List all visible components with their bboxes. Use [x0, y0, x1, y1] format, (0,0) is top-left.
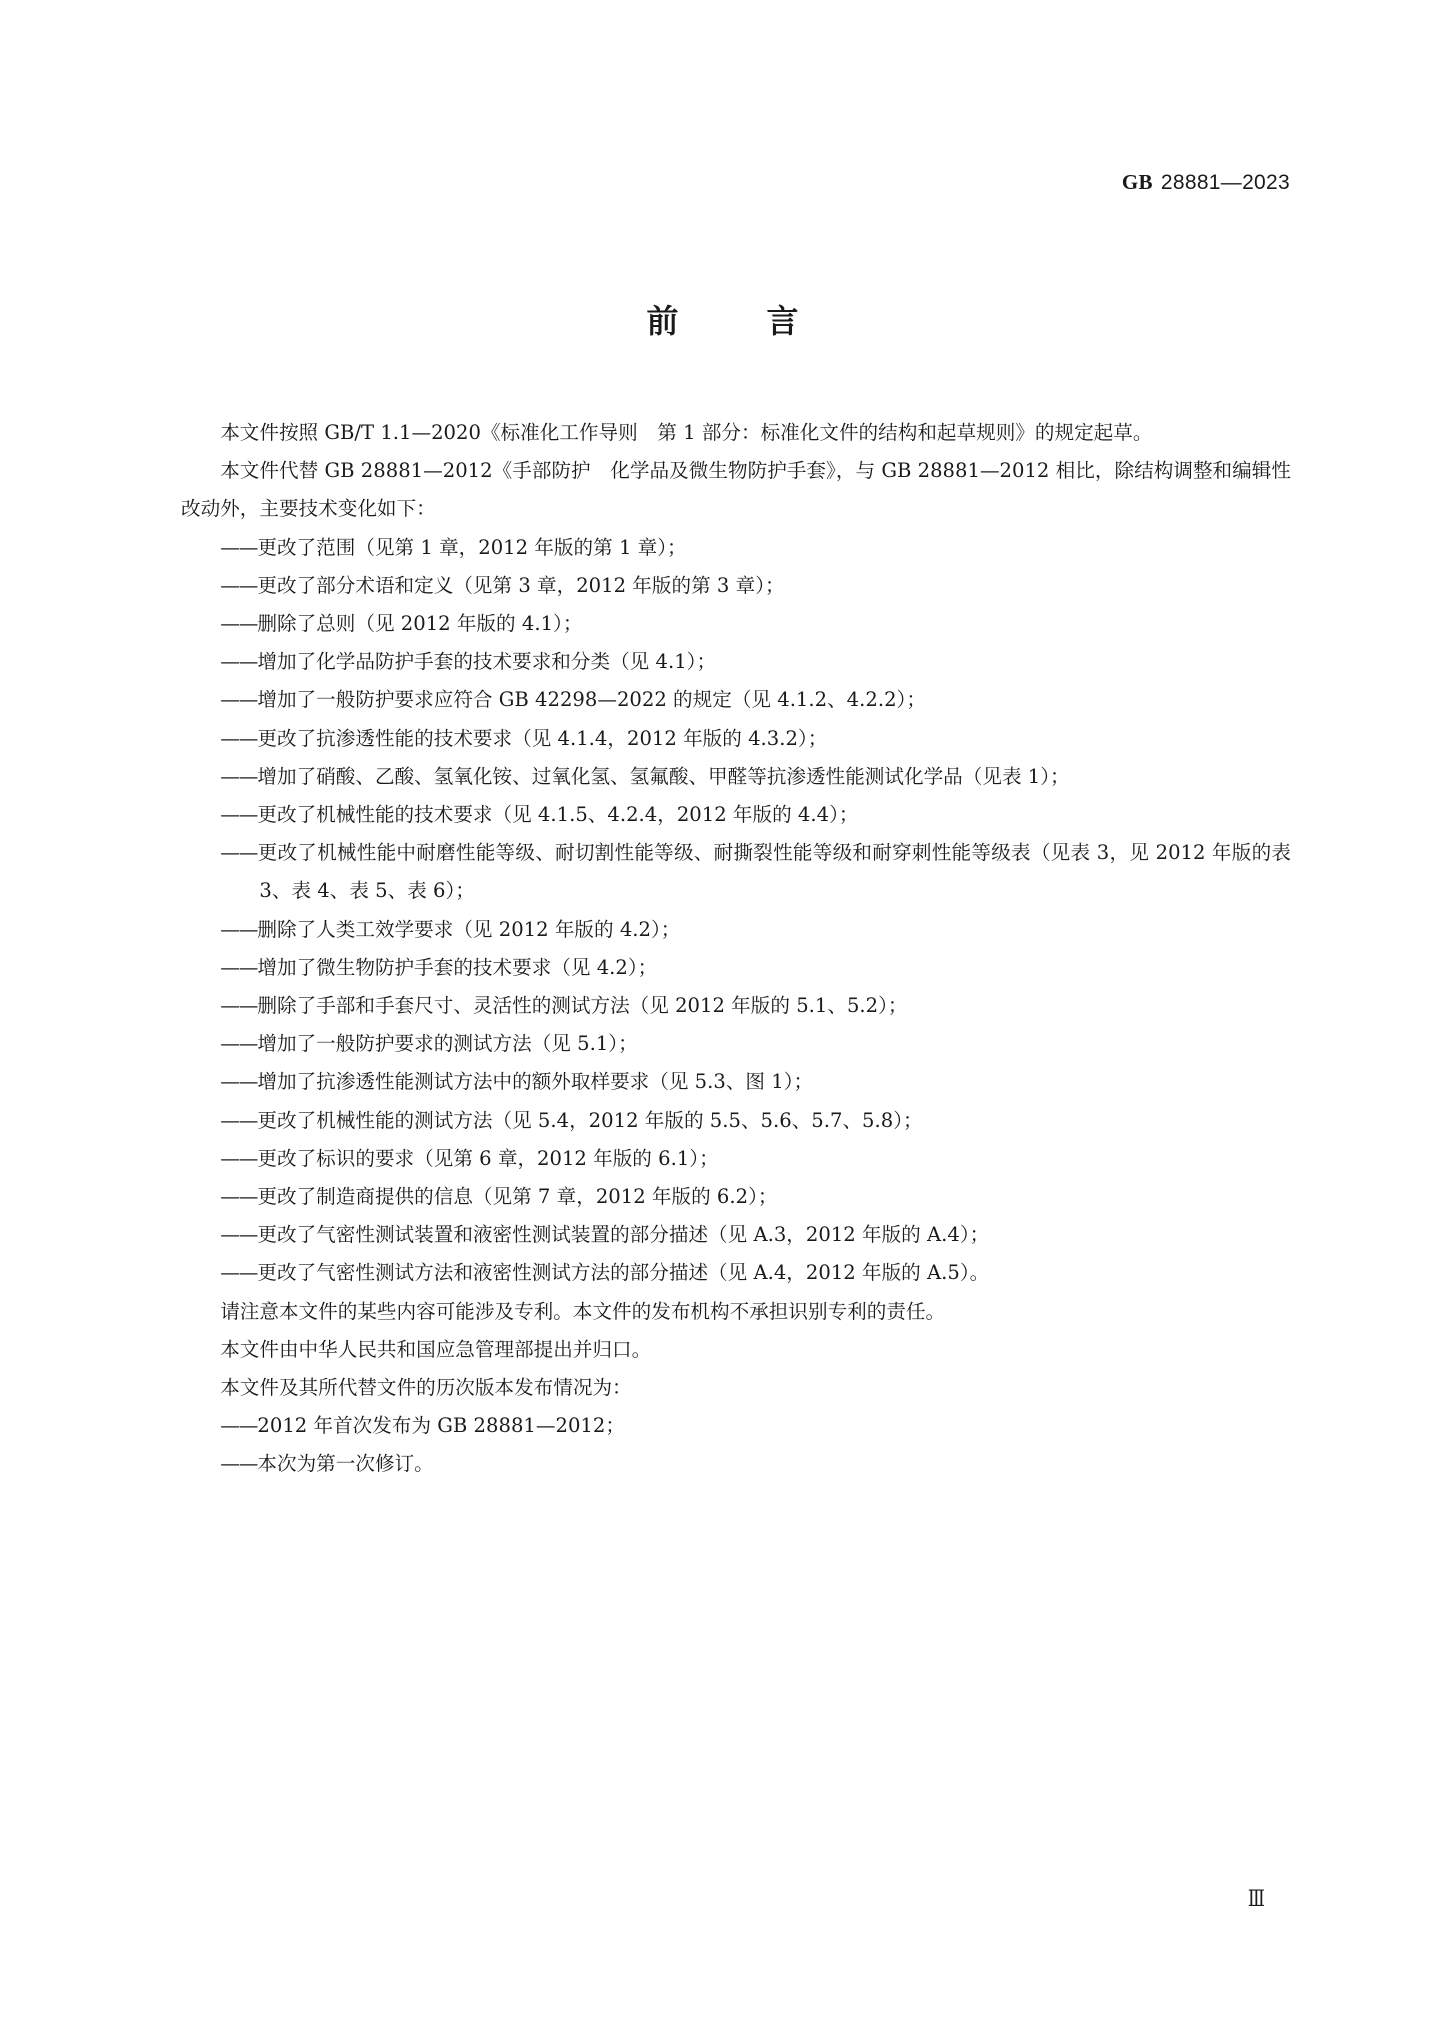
- list-item: [181, 987, 1291, 1025]
- list-item-text: 增加了微生物防护手套的技术要求（见 4.2）；: [257, 955, 658, 979]
- list-item-text: 增加了硝酸、乙酸、氢氧化铵、过氧化氢、氢氟酸、甲醛等抗渗透性能测试化学品（见表 1）；: [257, 764, 1070, 788]
- list-item-text: 增加了抗渗透性能测试方法中的额外取样要求（见 5.3、图 1）；: [257, 1070, 814, 1094]
- dash-bullet: ——: [220, 535, 258, 559]
- dash-bullet: ——: [220, 1146, 258, 1170]
- list-item: [181, 1140, 1291, 1178]
- list-item-text: 增加了一般防护要求的测试方法（见 5.1）；: [257, 1032, 638, 1056]
- list-item: [181, 834, 1291, 910]
- dash-bullet: ——: [220, 726, 258, 750]
- dash-bullet: ——: [220, 1070, 258, 1094]
- list-item: [181, 720, 1291, 758]
- list-item-text: 更改了范围（见第 1 章，2012 年版的第 1 章）；: [257, 535, 687, 559]
- history-list: [181, 1407, 1291, 1483]
- list-item: [181, 1216, 1291, 1254]
- standard-prefix: GB: [1121, 170, 1153, 194]
- list-item-text: 更改了标识的要求（见第 6 章，2012 年版的 6.1）；: [257, 1146, 719, 1170]
- list-item-text: 2012 年首次发布为 GB 28881—2012；: [257, 1414, 625, 1438]
- paragraph-patent-notice: 请注意本文件的某些内容可能涉及专利。本文件的发布机构不承担识别专利的责任。: [220, 1299, 946, 1323]
- list-item-text: 更改了机械性能的技术要求（见 4.1.5、4.2.4，2012 年版的 4.4）；: [257, 803, 859, 827]
- dash-bullet: ——: [220, 955, 258, 979]
- dash-bullet: ——: [220, 612, 258, 636]
- dash-bullet: ——: [220, 1414, 258, 1438]
- list-item: [181, 605, 1291, 643]
- list-item-text: 增加了一般防护要求应符合 GB 42298—2022 的规定（见 4.1.2、4.2.2）；: [257, 688, 926, 712]
- list-item: [181, 1025, 1291, 1063]
- paragraph-drafting-rules: 本文件按照 GB/T 1.1—2020《标准化工作导则 第 1 部分：标准化文件的结构和起草规则》的规定起草。: [220, 421, 1153, 444]
- list-item: [181, 1407, 1291, 1445]
- list-item-text: 更改了抗渗透性能的技术要求（见 4.1.4，2012 年版的 4.3.2）；: [257, 726, 828, 750]
- dash-bullet: ——: [220, 803, 258, 827]
- dash-bullet: ——: [220, 688, 258, 712]
- list-item-text: 更改了机械性能中耐磨性能等级、耐切割性能等级、耐撕裂性能等级和耐穿刺性能等级表（见表 3，见 2012 年版的表 3、表 4、表 5、表 6）；: [257, 841, 1291, 903]
- dash-bullet: ——: [220, 1223, 258, 1247]
- page-title: [0, 296, 1445, 342]
- foreword-body: [181, 414, 1291, 1484]
- page-number: Ⅲ: [1247, 1886, 1264, 1911]
- list-item: [181, 758, 1291, 796]
- dash-bullet: ——: [220, 764, 258, 788]
- list-item-text: 更改了气密性测试方法和液密性测试方法的部分描述（见 A.4，2012 年版的 A.5）。: [257, 1261, 990, 1285]
- list-item: [181, 1445, 1291, 1483]
- dash-bullet: ——: [220, 994, 258, 1018]
- list-item-text: 更改了机械性能的测试方法（见 5.4，2012 年版的 5.5、5.6、5.7、5.8）；: [257, 1108, 923, 1132]
- list-item: [181, 796, 1291, 834]
- list-item: [181, 681, 1291, 719]
- standard-number: 28881—2023: [1160, 171, 1290, 194]
- dash-bullet: ——: [220, 1032, 258, 1056]
- list-item: [181, 911, 1291, 949]
- title-char-1: 前: [646, 302, 679, 340]
- standard-code: [1122, 170, 1290, 195]
- paragraph-replacement: 本文件代替 GB 28881—2012《手部防护 化学品及微生物防护手套》，与 GB 28881—2012 相比，除结构调整和编辑性改动外，主要技术变化如下：: [181, 459, 1291, 521]
- list-item-text: 删除了人类工效学要求（见 2012 年版的 4.2）；: [257, 917, 681, 941]
- list-item-text: 增加了化学品防护手套的技术要求和分类（见 4.1）；: [257, 650, 717, 674]
- list-item-text: 本次为第一次修订。: [257, 1452, 434, 1476]
- dash-bullet: ——: [220, 1261, 258, 1285]
- dash-bullet: ——: [220, 1185, 258, 1209]
- list-item: [181, 643, 1291, 681]
- dash-bullet: ——: [220, 841, 258, 865]
- list-item: [181, 1102, 1291, 1140]
- dash-bullet: ——: [220, 1108, 258, 1132]
- list-item-text: 更改了制造商提供的信息（见第 7 章，2012 年版的 6.2）；: [257, 1185, 778, 1209]
- list-item: [181, 949, 1291, 987]
- list-item: [181, 1254, 1291, 1292]
- dash-bullet: ——: [220, 650, 258, 674]
- title-char-2: 言: [766, 302, 799, 340]
- list-item-text: 删除了手部和手套尺寸、灵活性的测试方法（见 2012 年版的 5.1、5.2）；: [257, 994, 908, 1018]
- list-item: [181, 567, 1291, 605]
- dash-bullet: ——: [220, 917, 258, 941]
- paragraph-history-intro: 本文件及其所代替文件的历次版本发布情况为：: [220, 1376, 632, 1400]
- list-item-text: 更改了部分术语和定义（见第 3 章，2012 年版的第 3 章）；: [257, 573, 785, 597]
- list-item: [181, 1063, 1291, 1101]
- changes-list: [181, 529, 1291, 1293]
- list-item: [181, 529, 1291, 567]
- dash-bullet: ——: [220, 1452, 258, 1476]
- list-item-text: 更改了气密性测试装置和液密性测试装置的部分描述（见 A.3，2012 年版的 A.4）；: [257, 1223, 990, 1247]
- list-item-text: 删除了总则（见 2012 年版的 4.1）；: [257, 612, 583, 636]
- list-item: [181, 1178, 1291, 1216]
- paragraph-proposer: 本文件由中华人民共和国应急管理部提出并归口。: [220, 1337, 652, 1361]
- dash-bullet: ——: [220, 573, 258, 597]
